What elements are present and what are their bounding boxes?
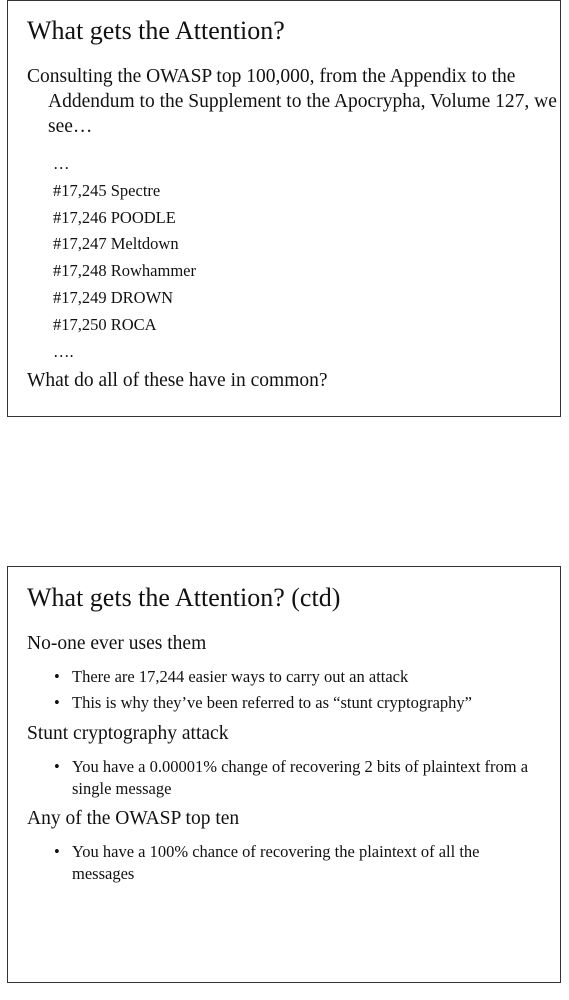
list-item: ….: [53, 341, 74, 361]
slide-1-question: What do all of these have in common?: [27, 370, 328, 391]
bullet-text: You have a 100% chance of recovering the plaintext of all the messages: [72, 842, 480, 883]
bullet-text: This is why they’ve been referred to as “stunt cryptography”: [72, 693, 472, 712]
section-heading: No-one ever uses them: [27, 633, 207, 654]
bullet-icon: •: [54, 667, 60, 686]
bullet-item: [54, 692, 472, 714]
vulnerability-list: [53, 151, 196, 365]
list-item: #17,247 Meltdown: [53, 234, 179, 254]
bullet-icon: •: [54, 842, 60, 861]
slide-1: [7, 0, 561, 417]
bullet-icon: •: [54, 757, 60, 776]
section-heading: Any of the OWASP top ten: [27, 808, 240, 829]
bullet-list: [54, 666, 472, 714]
list-item: …: [53, 154, 70, 173]
bullet-list: [54, 756, 534, 800]
bullet-text: There are 17,244 easier ways to carry out an attack: [72, 667, 409, 686]
bullet-item: [54, 756, 534, 800]
slide-1-intro: Consulting the OWASP top 100,000, from the Appendix to the Addendum to the Supplement to the Apocrypha, Volume 127, we see…: [27, 66, 557, 137]
list-item: #17,250 ROCA: [53, 314, 157, 334]
section-heading: Stunt cryptography attack: [27, 723, 229, 744]
list-item: #17,245 Spectre: [53, 180, 161, 200]
bullet-text: You have a 0.00001% change of recovering 2 bits of plaintext from a single message: [72, 757, 529, 798]
bullet-icon: •: [54, 693, 60, 712]
list-item: #17,249 DROWN: [53, 287, 174, 307]
bullet-list: [54, 841, 534, 885]
bullet-item: [54, 841, 534, 885]
bullet-item: [54, 666, 472, 688]
list-item: #17,246 POODLE: [53, 207, 176, 227]
slide-2: [7, 566, 561, 983]
list-item: #17,248 Rowhammer: [53, 261, 196, 281]
slide-1-title: What gets the Attention?: [27, 16, 285, 45]
slide-2-title: What gets the Attention? (ctd): [27, 583, 341, 612]
